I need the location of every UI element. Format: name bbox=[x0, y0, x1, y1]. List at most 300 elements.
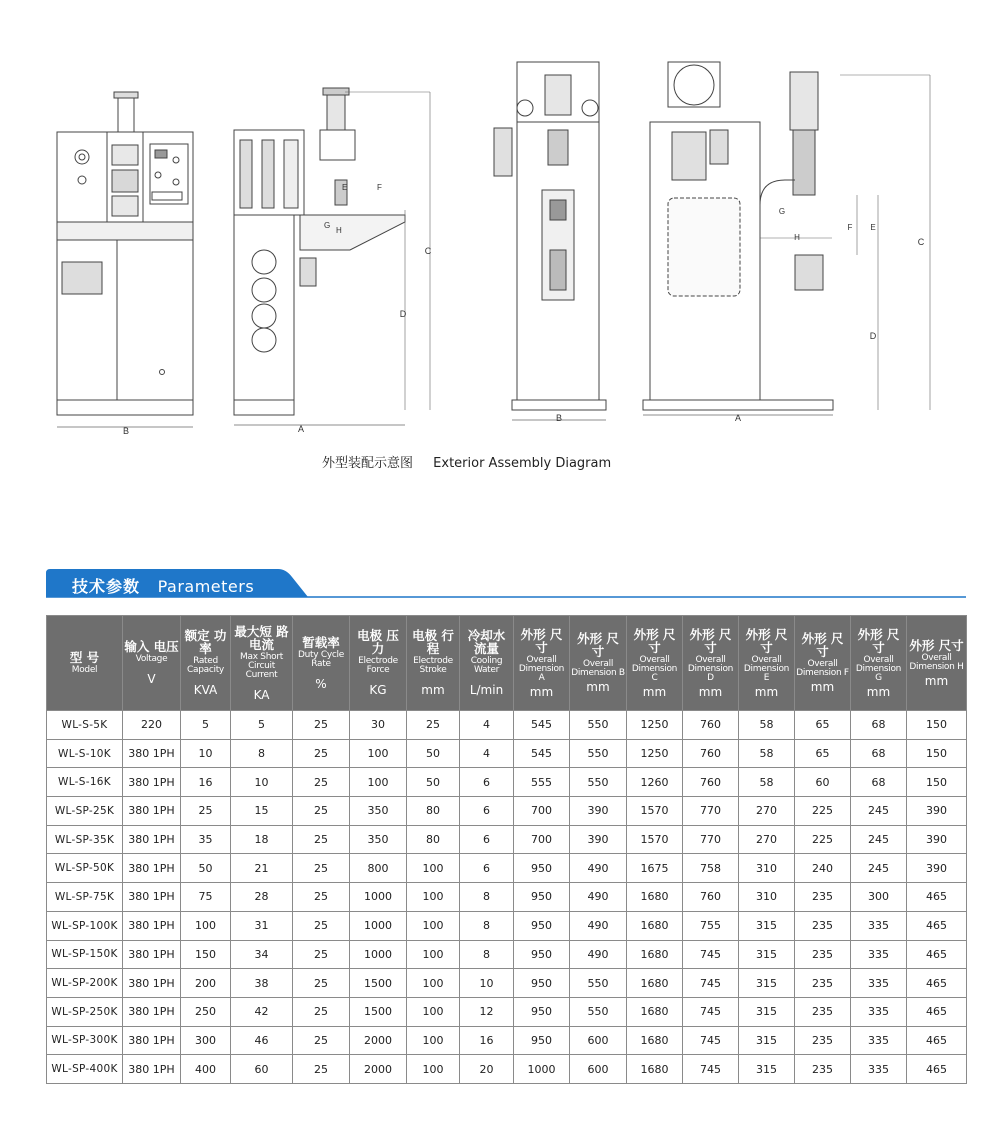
table-cell: 6 bbox=[460, 768, 514, 797]
table-cell: 60 bbox=[795, 768, 851, 797]
table-cell: 315 bbox=[739, 911, 795, 940]
column-header-en: Cooling Water bbox=[470, 656, 503, 675]
parameters-table bbox=[46, 615, 967, 1084]
table-cell: 245 bbox=[851, 797, 907, 826]
table-cell: 550 bbox=[570, 711, 627, 740]
table-cell: 315 bbox=[739, 1026, 795, 1055]
table-cell: 25 bbox=[293, 739, 350, 768]
column-header-cn: 外形 尺寸 bbox=[745, 626, 788, 655]
table-cell: 335 bbox=[851, 1055, 907, 1084]
table-row bbox=[47, 883, 967, 912]
table-cell: 4 bbox=[460, 739, 514, 768]
machine-2-side-view bbox=[234, 88, 432, 434]
table-cell: 25 bbox=[293, 797, 350, 826]
column-header-cn: 外形 尺寸 bbox=[909, 637, 964, 653]
table-cell: 100 bbox=[407, 1055, 460, 1084]
table-cell: 1000 bbox=[350, 883, 407, 912]
table-cell: 335 bbox=[851, 1026, 907, 1055]
table-cell: 1680 bbox=[627, 911, 683, 940]
table-cell: 235 bbox=[795, 1026, 851, 1055]
dim-label-e: E bbox=[870, 223, 876, 232]
column-header-4 bbox=[293, 616, 350, 711]
table-cell: 1000 bbox=[514, 1055, 570, 1084]
table-cell: 310 bbox=[739, 854, 795, 883]
table-cell: 300 bbox=[181, 1026, 231, 1055]
table-cell: 700 bbox=[514, 825, 570, 854]
table-cell: 390 bbox=[907, 825, 967, 854]
column-header-unit: % bbox=[315, 676, 327, 691]
table-cell: 31 bbox=[231, 911, 293, 940]
table-cell: 335 bbox=[851, 911, 907, 940]
column-header-cn: 最大短 路电流 bbox=[234, 623, 289, 652]
table-cell: 465 bbox=[907, 940, 967, 969]
column-header-unit: mm bbox=[810, 680, 835, 694]
table-cell: 380 1PH bbox=[123, 825, 181, 854]
table-row bbox=[47, 739, 967, 768]
table-cell: 65 bbox=[795, 711, 851, 740]
table-cell: 550 bbox=[570, 969, 627, 998]
table-cell: 200 bbox=[181, 969, 231, 998]
table-row bbox=[47, 711, 967, 740]
table-cell: 550 bbox=[570, 768, 627, 797]
column-header-cn: 电极 行程 bbox=[412, 628, 454, 656]
table-cell: 8 bbox=[460, 911, 514, 940]
table-cell: 68 bbox=[851, 768, 907, 797]
table-cell: 235 bbox=[795, 969, 851, 998]
table-cell: 800 bbox=[350, 854, 407, 883]
column-header-en: Overall Dimension E bbox=[743, 654, 790, 683]
column-header-en: Max Short Circuit Current bbox=[240, 651, 283, 680]
dim-label-b: B bbox=[555, 413, 563, 423]
table-cell: 335 bbox=[851, 997, 907, 1026]
table-cell: 68 bbox=[851, 711, 907, 740]
table-cell: 235 bbox=[795, 911, 851, 940]
table-cell: 490 bbox=[570, 854, 627, 883]
table-cell: 2000 bbox=[350, 1055, 407, 1084]
table-cell: 465 bbox=[907, 1055, 967, 1084]
table-cell: 75 bbox=[181, 883, 231, 912]
model-cell: WL-SP-200K bbox=[47, 969, 123, 998]
table-cell: 100 bbox=[407, 940, 460, 969]
table-cell: 38 bbox=[231, 969, 293, 998]
table-cell: 745 bbox=[683, 1055, 739, 1084]
table-cell: 25 bbox=[293, 883, 350, 912]
table-cell: 390 bbox=[907, 854, 967, 883]
table-cell: 380 1PH bbox=[123, 969, 181, 998]
table-cell: 950 bbox=[514, 1026, 570, 1055]
table-cell: 1680 bbox=[627, 997, 683, 1026]
table-cell: 80 bbox=[407, 797, 460, 826]
table-cell: 315 bbox=[739, 940, 795, 969]
column-header-en: Overall Dimension B bbox=[571, 659, 625, 678]
table-cell: 755 bbox=[683, 911, 739, 940]
table-cell: 240 bbox=[795, 854, 851, 883]
column-header-3 bbox=[231, 616, 293, 711]
table-row bbox=[47, 768, 967, 797]
column-header-cn: 外形 尺寸 bbox=[520, 626, 563, 655]
column-header-en: Overall Dimension H bbox=[909, 652, 964, 672]
column-header-13 bbox=[795, 616, 851, 711]
table-cell: 335 bbox=[851, 969, 907, 998]
table-cell: 745 bbox=[683, 940, 739, 969]
table-cell: 50 bbox=[407, 739, 460, 768]
table-body bbox=[47, 711, 967, 1084]
table-cell: 220 bbox=[123, 711, 181, 740]
diagram-caption-cn: 外型装配示意图 bbox=[322, 456, 414, 471]
table-cell: 770 bbox=[683, 797, 739, 826]
column-header-14 bbox=[851, 616, 907, 711]
table-cell: 1250 bbox=[627, 739, 683, 768]
table-cell: 100 bbox=[407, 997, 460, 1026]
table-cell: 12 bbox=[460, 997, 514, 1026]
table-cell: 20 bbox=[460, 1055, 514, 1084]
dim-label-d: D bbox=[399, 309, 407, 319]
table-cell: 1250 bbox=[627, 711, 683, 740]
table-cell: 235 bbox=[795, 997, 851, 1026]
table-cell: 300 bbox=[851, 883, 907, 912]
table-cell: 270 bbox=[739, 797, 795, 826]
table-cell: 10 bbox=[460, 969, 514, 998]
column-header-2 bbox=[181, 616, 231, 711]
table-cell: 245 bbox=[851, 854, 907, 883]
model-cell: WL-SP-25K bbox=[47, 797, 123, 826]
table-cell: 465 bbox=[907, 997, 967, 1026]
table-cell: 150 bbox=[181, 940, 231, 969]
table-cell: 16 bbox=[181, 768, 231, 797]
table-cell: 100 bbox=[350, 768, 407, 797]
table-cell: 235 bbox=[795, 883, 851, 912]
table-header-row bbox=[47, 616, 967, 711]
table-row bbox=[47, 825, 967, 854]
table-cell: 550 bbox=[570, 739, 627, 768]
table-cell: 350 bbox=[350, 825, 407, 854]
table-cell: 1680 bbox=[627, 1055, 683, 1084]
column-header-unit: mm bbox=[421, 683, 445, 697]
table-cell: 50 bbox=[407, 768, 460, 797]
table-cell: 6 bbox=[460, 797, 514, 826]
dim-label-g: G bbox=[778, 207, 786, 216]
table-row bbox=[47, 1055, 967, 1084]
table-cell: 380 1PH bbox=[123, 1055, 181, 1084]
table-cell: 65 bbox=[795, 739, 851, 768]
table-cell: 770 bbox=[683, 825, 739, 854]
table-cell: 315 bbox=[739, 997, 795, 1026]
column-header-en: Overall Dimension D bbox=[687, 654, 734, 683]
table-cell: 555 bbox=[514, 768, 570, 797]
model-cell: WL-SP-35K bbox=[47, 825, 123, 854]
table-cell: 1570 bbox=[627, 825, 683, 854]
column-header-en: Duty Cycle Rate bbox=[298, 649, 344, 669]
table-cell: 1680 bbox=[627, 1026, 683, 1055]
column-header-cn: 外形 尺寸 bbox=[633, 626, 676, 655]
table-cell: 25 bbox=[293, 997, 350, 1026]
column-header-cn: 外形 尺寸 bbox=[801, 631, 844, 659]
column-header-10 bbox=[627, 616, 683, 711]
table-cell: 100 bbox=[407, 854, 460, 883]
dim-label-f: F bbox=[377, 183, 382, 192]
table-cell: 350 bbox=[350, 797, 407, 826]
table-cell: 760 bbox=[683, 883, 739, 912]
table-cell: 465 bbox=[907, 1026, 967, 1055]
model-cell: WL-S-16K bbox=[47, 768, 123, 797]
model-cell: WL-S-10K bbox=[47, 739, 123, 768]
table-cell: 760 bbox=[683, 711, 739, 740]
column-header-cn: 外形 尺寸 bbox=[577, 631, 619, 659]
table-cell: 745 bbox=[683, 1026, 739, 1055]
table-cell: 58 bbox=[739, 711, 795, 740]
table-cell: 1260 bbox=[627, 768, 683, 797]
table-cell: 380 1PH bbox=[123, 940, 181, 969]
column-header-8 bbox=[514, 616, 570, 711]
column-header-cn: 电极 压力 bbox=[357, 628, 399, 656]
table-cell: 100 bbox=[407, 911, 460, 940]
table-cell: 4 bbox=[460, 711, 514, 740]
table-row bbox=[47, 997, 967, 1026]
table-cell: 5 bbox=[231, 711, 293, 740]
table-cell: 235 bbox=[795, 940, 851, 969]
table-cell: 950 bbox=[514, 911, 570, 940]
dim-label-b: B bbox=[122, 426, 130, 436]
dim-label-g: G bbox=[324, 221, 331, 230]
table-cell: 21 bbox=[231, 854, 293, 883]
table-cell: 760 bbox=[683, 739, 739, 768]
column-header-unit: mm bbox=[924, 673, 949, 688]
column-header-unit: mm bbox=[866, 684, 891, 699]
column-header-7 bbox=[460, 616, 514, 711]
column-header-cn: 冷却水 流量 bbox=[467, 628, 506, 656]
table-cell: 380 1PH bbox=[123, 768, 181, 797]
table-cell: 950 bbox=[514, 940, 570, 969]
table-cell: 335 bbox=[851, 940, 907, 969]
column-header-en: Overall Dimension F bbox=[796, 659, 849, 678]
table-cell: 25 bbox=[293, 1055, 350, 1084]
table-cell: 42 bbox=[231, 997, 293, 1026]
table-cell: 25 bbox=[293, 1026, 350, 1055]
table-cell: 950 bbox=[514, 997, 570, 1026]
column-header-unit: mm bbox=[529, 684, 554, 699]
table-cell: 25 bbox=[293, 711, 350, 740]
table-cell: 25 bbox=[293, 854, 350, 883]
model-cell: WL-SP-100K bbox=[47, 911, 123, 940]
table-cell: 58 bbox=[739, 739, 795, 768]
table-cell: 490 bbox=[570, 940, 627, 969]
table-cell: 46 bbox=[231, 1026, 293, 1055]
column-header-unit: KA bbox=[253, 687, 270, 702]
model-cell: WL-S-5K bbox=[47, 711, 123, 740]
table-cell: 1675 bbox=[627, 854, 683, 883]
table-cell: 100 bbox=[407, 1026, 460, 1055]
column-header-0 bbox=[47, 616, 123, 711]
table-cell: 465 bbox=[907, 883, 967, 912]
table-cell: 315 bbox=[739, 969, 795, 998]
table-cell: 25 bbox=[293, 969, 350, 998]
table-cell: 150 bbox=[907, 711, 967, 740]
table-cell: 950 bbox=[514, 969, 570, 998]
table-cell: 1000 bbox=[350, 940, 407, 969]
column-header-unit: mm bbox=[642, 684, 667, 699]
table-cell: 10 bbox=[181, 739, 231, 768]
table-cell: 545 bbox=[514, 739, 570, 768]
column-header-unit: mm bbox=[754, 684, 779, 699]
table-cell: 950 bbox=[514, 854, 570, 883]
column-header-cn: 型 号 bbox=[69, 650, 100, 665]
section-title-cn: 技术参数 bbox=[72, 577, 141, 596]
table-cell: 8 bbox=[231, 739, 293, 768]
dim-label-c: C bbox=[424, 246, 432, 256]
table-cell: 1570 bbox=[627, 797, 683, 826]
dim-label-h: H bbox=[794, 233, 800, 242]
table-cell: 380 1PH bbox=[123, 739, 181, 768]
column-header-en: Overall Dimension A bbox=[518, 654, 565, 683]
dim-label-c: C bbox=[917, 237, 925, 247]
table-cell: 16 bbox=[460, 1026, 514, 1055]
column-header-en: Model bbox=[71, 665, 98, 675]
table-cell: 25 bbox=[181, 797, 231, 826]
table-cell: 545 bbox=[514, 711, 570, 740]
column-header-en: Electrode Stroke bbox=[413, 656, 453, 675]
dim-label-h: H bbox=[336, 226, 342, 235]
table-cell: 490 bbox=[570, 911, 627, 940]
table-cell: 25 bbox=[407, 711, 460, 740]
column-header-en: Overall Dimension C bbox=[631, 654, 678, 683]
column-header-1 bbox=[123, 616, 181, 711]
table-cell: 1500 bbox=[350, 969, 407, 998]
column-header-unit: V bbox=[147, 672, 156, 686]
table-cell: 58 bbox=[739, 768, 795, 797]
table-cell: 745 bbox=[683, 969, 739, 998]
table-cell: 18 bbox=[231, 825, 293, 854]
column-header-6 bbox=[407, 616, 460, 711]
table-cell: 34 bbox=[231, 940, 293, 969]
table-cell: 390 bbox=[570, 825, 627, 854]
table-cell: 270 bbox=[739, 825, 795, 854]
table-cell: 390 bbox=[907, 797, 967, 826]
table-row bbox=[47, 911, 967, 940]
table-cell: 400 bbox=[181, 1055, 231, 1084]
column-header-en: Electrode Force bbox=[358, 656, 398, 675]
table-cell: 550 bbox=[570, 997, 627, 1026]
column-header-cn: 输入 电压 bbox=[124, 639, 179, 654]
column-header-cn: 外形 尺寸 bbox=[857, 626, 900, 655]
model-cell: WL-SP-75K bbox=[47, 883, 123, 912]
table-cell: 600 bbox=[570, 1055, 627, 1084]
table-cell: 310 bbox=[739, 883, 795, 912]
table-cell: 1680 bbox=[627, 969, 683, 998]
table-cell: 15 bbox=[231, 797, 293, 826]
column-header-unit: KVA bbox=[193, 683, 218, 697]
table-cell: 100 bbox=[350, 739, 407, 768]
table-cell: 1680 bbox=[627, 940, 683, 969]
column-header-12 bbox=[739, 616, 795, 711]
table-cell: 68 bbox=[851, 739, 907, 768]
column-header-en: Voltage bbox=[135, 654, 168, 664]
column-header-5 bbox=[350, 616, 407, 711]
table-cell: 100 bbox=[181, 911, 231, 940]
exterior-assembly-diagram bbox=[40, 55, 970, 445]
parameters-section-header bbox=[46, 569, 966, 599]
dim-label-a: A bbox=[297, 424, 305, 434]
dim-label-f: F bbox=[847, 223, 853, 232]
table-cell: 8 bbox=[460, 883, 514, 912]
table-cell: 380 1PH bbox=[123, 854, 181, 883]
section-title-en: Parameters bbox=[157, 577, 255, 596]
column-header-cn: 额定 功率 bbox=[184, 628, 227, 656]
table-cell: 25 bbox=[293, 940, 350, 969]
column-header-unit: mm bbox=[586, 680, 610, 694]
table-cell: 380 1PH bbox=[123, 911, 181, 940]
column-header-cn: 外形 尺寸 bbox=[689, 626, 732, 655]
table-cell: 35 bbox=[181, 825, 231, 854]
dim-label-a: A bbox=[734, 413, 742, 423]
model-cell: WL-SP-50K bbox=[47, 854, 123, 883]
table-cell: 28 bbox=[231, 883, 293, 912]
table-row bbox=[47, 940, 967, 969]
column-header-unit: mm bbox=[698, 684, 723, 699]
table-cell: 235 bbox=[795, 1055, 851, 1084]
machine-3-front-view bbox=[494, 62, 606, 423]
diagram-caption-en: Exterior Assembly Diagram bbox=[433, 456, 612, 471]
diagram-caption bbox=[322, 452, 611, 471]
table-cell: 30 bbox=[350, 711, 407, 740]
table-cell: 50 bbox=[181, 854, 231, 883]
table-row bbox=[47, 854, 967, 883]
column-header-unit: KG bbox=[369, 683, 387, 697]
table-cell: 380 1PH bbox=[123, 1026, 181, 1055]
table-cell: 315 bbox=[739, 1055, 795, 1084]
table-cell: 490 bbox=[570, 883, 627, 912]
table-cell: 150 bbox=[907, 739, 967, 768]
column-header-9 bbox=[570, 616, 627, 711]
column-header-15 bbox=[907, 616, 967, 711]
table-cell: 100 bbox=[407, 969, 460, 998]
table-cell: 150 bbox=[907, 768, 967, 797]
table-cell: 8 bbox=[460, 940, 514, 969]
column-header-en: Overall Dimension G bbox=[855, 654, 902, 683]
table-cell: 5 bbox=[181, 711, 231, 740]
table-cell: 225 bbox=[795, 825, 851, 854]
table-row bbox=[47, 969, 967, 998]
machine-1-front-view bbox=[57, 92, 193, 436]
table-cell: 1500 bbox=[350, 997, 407, 1026]
column-header-unit: L/min bbox=[469, 683, 504, 697]
table-cell: 225 bbox=[795, 797, 851, 826]
table-cell: 380 1PH bbox=[123, 997, 181, 1026]
table-cell: 100 bbox=[407, 883, 460, 912]
table-cell: 80 bbox=[407, 825, 460, 854]
table-cell: 6 bbox=[460, 854, 514, 883]
model-cell: WL-SP-250K bbox=[47, 997, 123, 1026]
column-header-en: Rated Capacity bbox=[187, 656, 224, 675]
table-cell: 950 bbox=[514, 883, 570, 912]
table-row bbox=[47, 1026, 967, 1055]
section-title bbox=[72, 574, 254, 597]
table-cell: 250 bbox=[181, 997, 231, 1026]
table-cell: 758 bbox=[683, 854, 739, 883]
column-header-cn: 暂载率 bbox=[302, 634, 340, 650]
table-row bbox=[47, 797, 967, 826]
model-cell: WL-SP-300K bbox=[47, 1026, 123, 1055]
model-cell: WL-SP-400K bbox=[47, 1055, 123, 1084]
dim-label-e: E bbox=[342, 183, 348, 192]
model-cell: WL-SP-150K bbox=[47, 940, 123, 969]
table-cell: 380 1PH bbox=[123, 797, 181, 826]
table-cell: 60 bbox=[231, 1055, 293, 1084]
table-cell: 6 bbox=[460, 825, 514, 854]
machine-4-side-view bbox=[643, 62, 930, 423]
table-cell: 1000 bbox=[350, 911, 407, 940]
table-cell: 10 bbox=[231, 768, 293, 797]
table-cell: 465 bbox=[907, 911, 967, 940]
